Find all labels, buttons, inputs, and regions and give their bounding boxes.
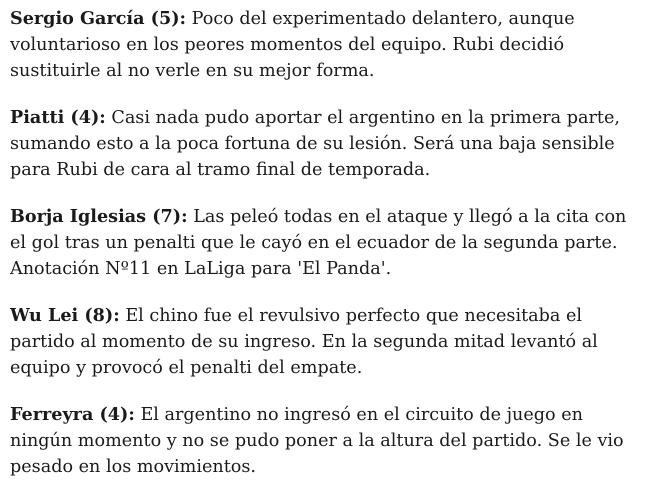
rating-paragraph-piatti bbox=[10, 105, 638, 183]
rating-text: Poco del experimentado delantero, aunque voluntarioso en los peores momentos del equipo. Rubi decidió sustituirle al no verle en su mejor forma. bbox=[10, 9, 575, 81]
rating-paragraph-borja-iglesias bbox=[10, 204, 638, 282]
rating-paragraph-wu-lei bbox=[10, 303, 638, 381]
player-name: Borja Iglesias (7): bbox=[10, 206, 188, 227]
rating-paragraph-sergio-garcia bbox=[10, 6, 638, 84]
rating-text: El argentino no ingresó en el circuito de juego en ningún momento y no se pudo poner a la altura del partido. Se le vio pesado en los movimientos. bbox=[10, 405, 624, 477]
rating-text: El chino fue el revulsivo perfecto que necesitaba el partido al momento de su ingreso. En la segunda mitad levantó al equipo y provocó el penalti del empate. bbox=[10, 306, 598, 378]
rating-text: Las peleó todas en el ataque y llegó a la cita con el gol tras un penalti que le cayó en el ecuador de la segunda parte. Anotación Nº11 en LaLiga para 'El Panda'. bbox=[10, 207, 627, 279]
player-name: Piatti (4): bbox=[10, 107, 106, 128]
rating-paragraph-ferreyra bbox=[10, 402, 638, 480]
player-name: Ferreyra (4): bbox=[10, 404, 135, 425]
rating-text: Casi nada pudo aportar el argentino en la primera parte, sumando esto a la poca fortuna de su lesión. Será una baja sensible para Rubi de cara al tramo final de temporada. bbox=[10, 108, 620, 180]
player-name: Sergio García (5): bbox=[10, 8, 187, 29]
player-name: Wu Lei (8): bbox=[10, 305, 120, 326]
